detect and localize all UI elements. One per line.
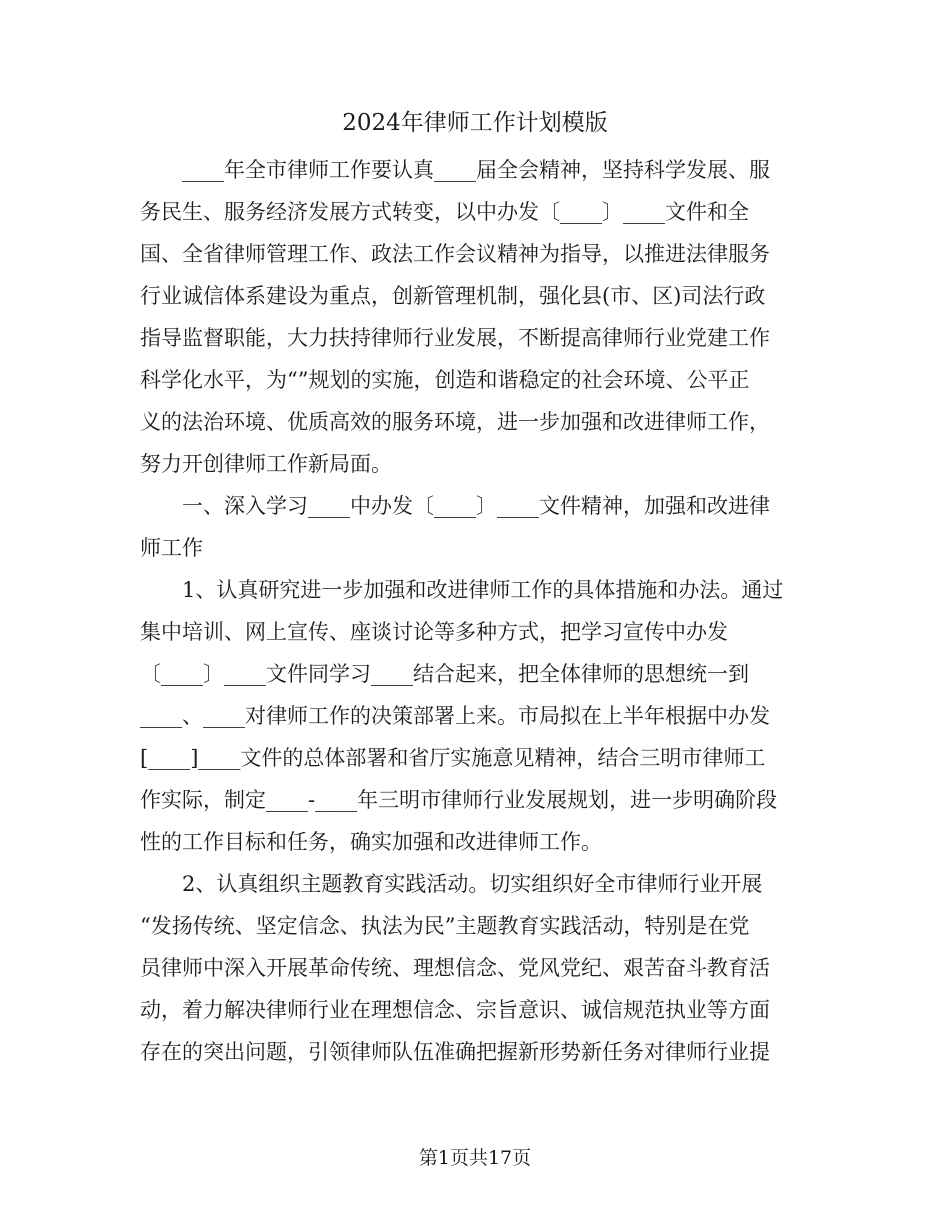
page-number-footer: 第1页共17页 [418,1147,532,1169]
body-line: 〔____〕____文件同学习____结合起来，把全体律师的思想统一到 [140,662,749,686]
body-line: 存在的突出问题，引领律师队伍准确把握新形势新任务对律师行业提 [140,1040,770,1064]
body-line: 国、全省律师管理工作、政法工作会议精神为指导，以推进法律服务 [140,242,770,266]
body-line: 行业诚信体系建设为重点，创新管理机制，强化县(市、区)司法行政 [140,284,766,308]
body-line: 2、认真组织主题教育实践活动。切实组织好全市律师行业开展 [140,872,763,896]
body-line: “发扬传统、坚定信念、执法为民”主题教育实践活动，特别是在党 [140,914,750,938]
document-title: 2024年律师工作计划模版 [342,110,608,136]
body-line: 集中培训、网上宣传、座谈讨论等多种方式，把学习宣传中办发 [140,620,728,644]
body-line: 科学化水平，为“”规划的实施，创造和谐稳定的社会环境、公平正 [140,368,750,392]
section-heading-line: 一、深入学习____中办发〔____〕____文件精神，加强和改进律 [140,494,770,518]
body-line: 指导监督职能，大力扶持律师行业发展，不断提高律师行业党建工作 [140,326,770,350]
section-heading-line: 师工作 [140,536,203,560]
body-line: 动，着力解决律师行业在理想信念、宗旨意识、诚信规范执业等方面 [140,998,770,1022]
body-line: 努力开创律师工作新局面。 [140,452,392,476]
body-line: ____、____对律师工作的决策部署上来。市局拟在上半年根据中办发 [140,704,770,728]
body-line: 务民生、服务经济发展方式转变，以中办发〔____〕____文件和全 [140,200,749,224]
body-line: 义的法治环境、优质高效的服务环境，进一步加强和改进律师工作， [140,410,770,434]
body-line: 性的工作目标和任务，确实加强和改进律师工作。 [140,830,602,854]
body-line: 1、认真研究进一步加强和改进律师工作的具体措施和办法。通过 [140,578,784,602]
body-line: ____年全市律师工作要认真____届全会精神，坚持科学发展、服 [140,158,770,182]
body-line: 作实际，制定____-____年三明市律师行业发展规划，进一步明确阶段 [140,788,778,812]
body-line: 员律师中深入开展革命传统、理想信念、党风党纪、艰苦奋斗教育活 [140,956,770,980]
body-line: [____]____文件的总体部署和省厅实施意见精神，结合三明市律师工 [140,746,766,770]
